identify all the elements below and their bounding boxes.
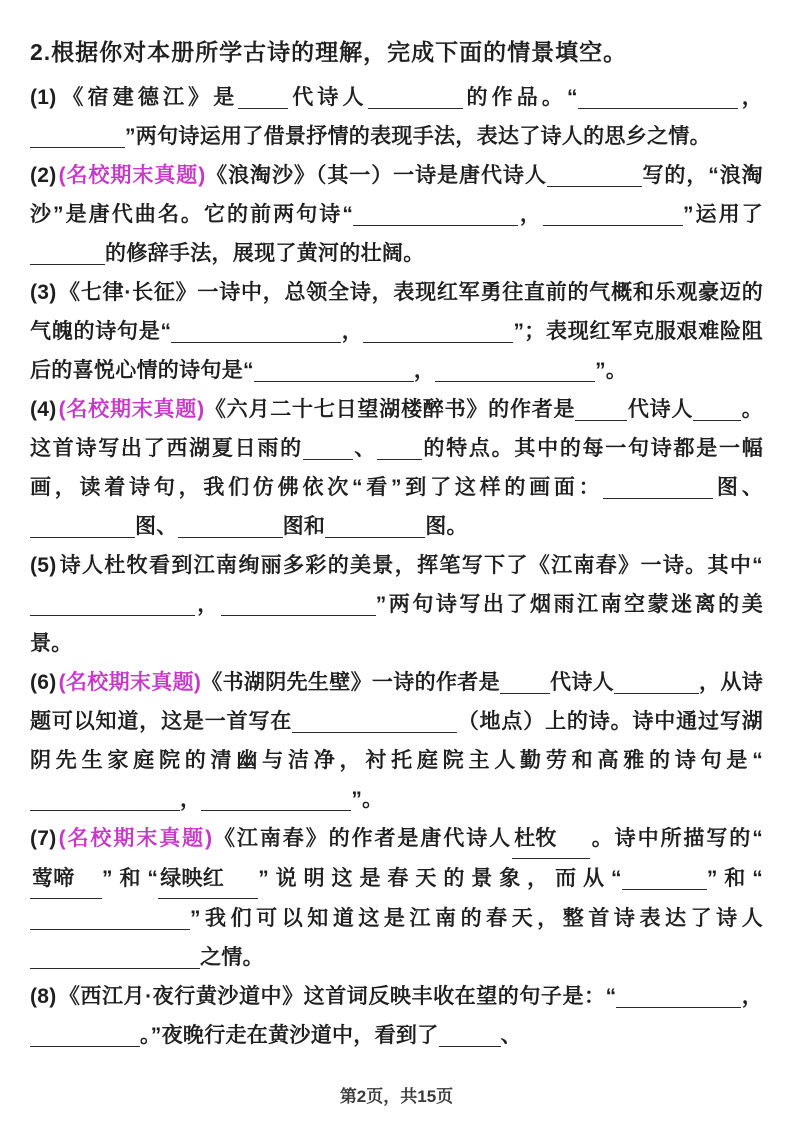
question-text: 写的，“浪淘沙”是唐代曲名。它的前两句诗“	[30, 164, 763, 226]
answer-blank	[30, 239, 105, 265]
answer-blank	[500, 668, 550, 694]
question-text: 《六月二十七日望湖楼醉书》的作者是	[204, 398, 576, 421]
question-text: ”；表现红军克服艰难险阻后的喜悦心情的诗句是“	[30, 320, 763, 382]
answer-blank	[439, 1021, 501, 1047]
question-text: 《江南春》的作者是唐代诗人	[212, 827, 513, 850]
answer-blank-filled: 莺啼	[30, 859, 102, 899]
answer-blank	[30, 785, 180, 811]
question-text: 图。	[425, 515, 468, 538]
exam-source-badge: (名校期末真题)	[58, 398, 205, 421]
answer-blank	[575, 395, 627, 421]
question-7	[30, 819, 763, 977]
question-text: ”两句诗写出了烟雨江南空蒙迷离的美景。	[30, 593, 763, 655]
question-text: （地点）上的诗。诗中通过写湖阴先生家庭院的清幽与洁净，衬托庭院主人勤劳和高雅的诗句是“	[30, 710, 763, 772]
question-text: ，	[195, 593, 221, 616]
question-8	[30, 977, 763, 1055]
question-3	[30, 273, 763, 390]
answer-blank	[377, 434, 422, 460]
question-1	[30, 78, 763, 156]
question-text: 图、	[713, 476, 763, 499]
question-text: 代诗人	[627, 398, 694, 421]
exam-source-badge: (名校期末真题)	[58, 827, 213, 850]
answer-blank	[30, 590, 195, 616]
question-text: 图和	[282, 515, 326, 538]
question-6	[30, 663, 763, 819]
question-2	[30, 156, 763, 273]
question-text: ”。	[595, 359, 628, 382]
question-text: ，	[341, 320, 364, 343]
answer-blank	[616, 982, 741, 1008]
question-text: 的修辞手法，展现了黄河的壮阔。	[105, 242, 425, 265]
question-text: 《七律·长征》一诗中，总领全诗，表现红军勇往直前的气概和乐观豪迈的气魄的诗句是“	[30, 281, 763, 343]
question-text: 诗人杜牧看到江南绚丽多彩的美景，挥笔写下了《江南春》一诗。其中“	[58, 554, 763, 577]
question-text: 的特点。其中的每一句诗都是一幅画，读着诗句，我们仿佛依次“看”到了这样的画面：	[30, 437, 763, 499]
question-text: ，从诗题可以知道，这是一首写在	[30, 671, 764, 733]
question-number: (1)	[30, 86, 57, 109]
answer-blank	[543, 200, 683, 226]
question-text: 《书湖阴先生壁》一诗的作者是	[201, 671, 500, 694]
question-number: (6)	[30, 671, 57, 694]
question-text: ，	[180, 788, 202, 811]
answer-blank	[201, 785, 351, 811]
question-text: 图、	[135, 515, 178, 538]
answer-blank	[30, 943, 200, 969]
question-text: 《宿建德江》是	[58, 86, 239, 109]
question-text: 。”夜晚行走在黄沙道中，看到了	[140, 1024, 439, 1047]
questions	[30, 78, 763, 1055]
question-4	[30, 390, 763, 546]
question-number: (8)	[30, 985, 57, 1008]
answer-blank	[578, 83, 738, 109]
question-text: ，	[518, 203, 543, 226]
answer-blank	[292, 707, 457, 733]
section-heading: 2.根据你对本册所学古诗的理解，完成下面的情景填空。	[30, 39, 628, 65]
answer-blank	[30, 904, 190, 930]
answer-blank	[30, 512, 135, 538]
question-text: ”和“	[102, 867, 159, 890]
answer-blank	[221, 590, 376, 616]
answer-blank	[368, 83, 463, 109]
question-text: 、	[500, 1024, 522, 1047]
answer-blank	[622, 864, 707, 890]
question-text: 代诗人	[288, 86, 368, 109]
exam-source-badge: (名校期末真题)	[58, 671, 202, 694]
question-text: ，	[737, 86, 763, 109]
answer-blank	[325, 512, 425, 538]
question-5	[30, 546, 763, 663]
question-number: (5)	[30, 554, 57, 577]
answer-blank-filled: 杜牧	[512, 819, 590, 859]
question-text: ”说明这是春天的景象，而从“	[258, 867, 622, 890]
answer-blank	[693, 395, 741, 421]
question-text: 之情。	[200, 946, 264, 969]
answer-blank	[254, 356, 414, 382]
page-footer: 第2页，共15页	[339, 1087, 454, 1106]
answer-blank	[30, 1021, 140, 1047]
answer-blank	[547, 161, 642, 187]
answer-blank	[363, 317, 513, 343]
question-text: 代诗人	[549, 671, 614, 694]
answer-blank	[303, 434, 353, 460]
question-text: 《西江月·夜行黄沙道中》这首词反映丰收在望的句子是：“	[58, 985, 617, 1008]
question-text: 《浪淘沙》（其一）一诗是唐代诗人	[205, 164, 547, 187]
answer-blank	[178, 512, 283, 538]
answer-blank	[353, 200, 518, 226]
question-text: ”我们可以知道这是江南的春天，整首诗表达了诗人	[190, 907, 763, 930]
question-text: ，	[413, 359, 436, 382]
answer-blank	[614, 668, 699, 694]
question-number: (2)	[30, 164, 57, 187]
question-text: ”运用了	[683, 203, 763, 226]
exam-source-badge: (名校期末真题)	[58, 164, 206, 187]
question-text: ”两句诗运用了借景抒情的表现手法，表达了诗人的思乡之情。	[125, 125, 711, 148]
question-text: 。诗中所描写的“	[590, 827, 764, 850]
question-number: (4)	[30, 398, 57, 421]
question-text: 的作品。“	[462, 86, 578, 109]
answer-blank	[603, 473, 713, 499]
question-text: 。这首诗写出了西湖夏日雨的	[30, 398, 763, 460]
question-text: ”。	[351, 788, 384, 811]
question-number: (7)	[30, 827, 57, 850]
answer-blank	[238, 83, 288, 109]
answer-blank	[435, 356, 595, 382]
question-text: 、	[352, 437, 377, 460]
question-text: ”和“	[706, 867, 764, 890]
answer-blank-filled: 绿映红	[158, 859, 258, 899]
question-number: (3)	[30, 281, 57, 304]
question-text: ，	[741, 985, 763, 1008]
answer-blank	[171, 317, 341, 343]
answer-blank	[30, 122, 125, 148]
